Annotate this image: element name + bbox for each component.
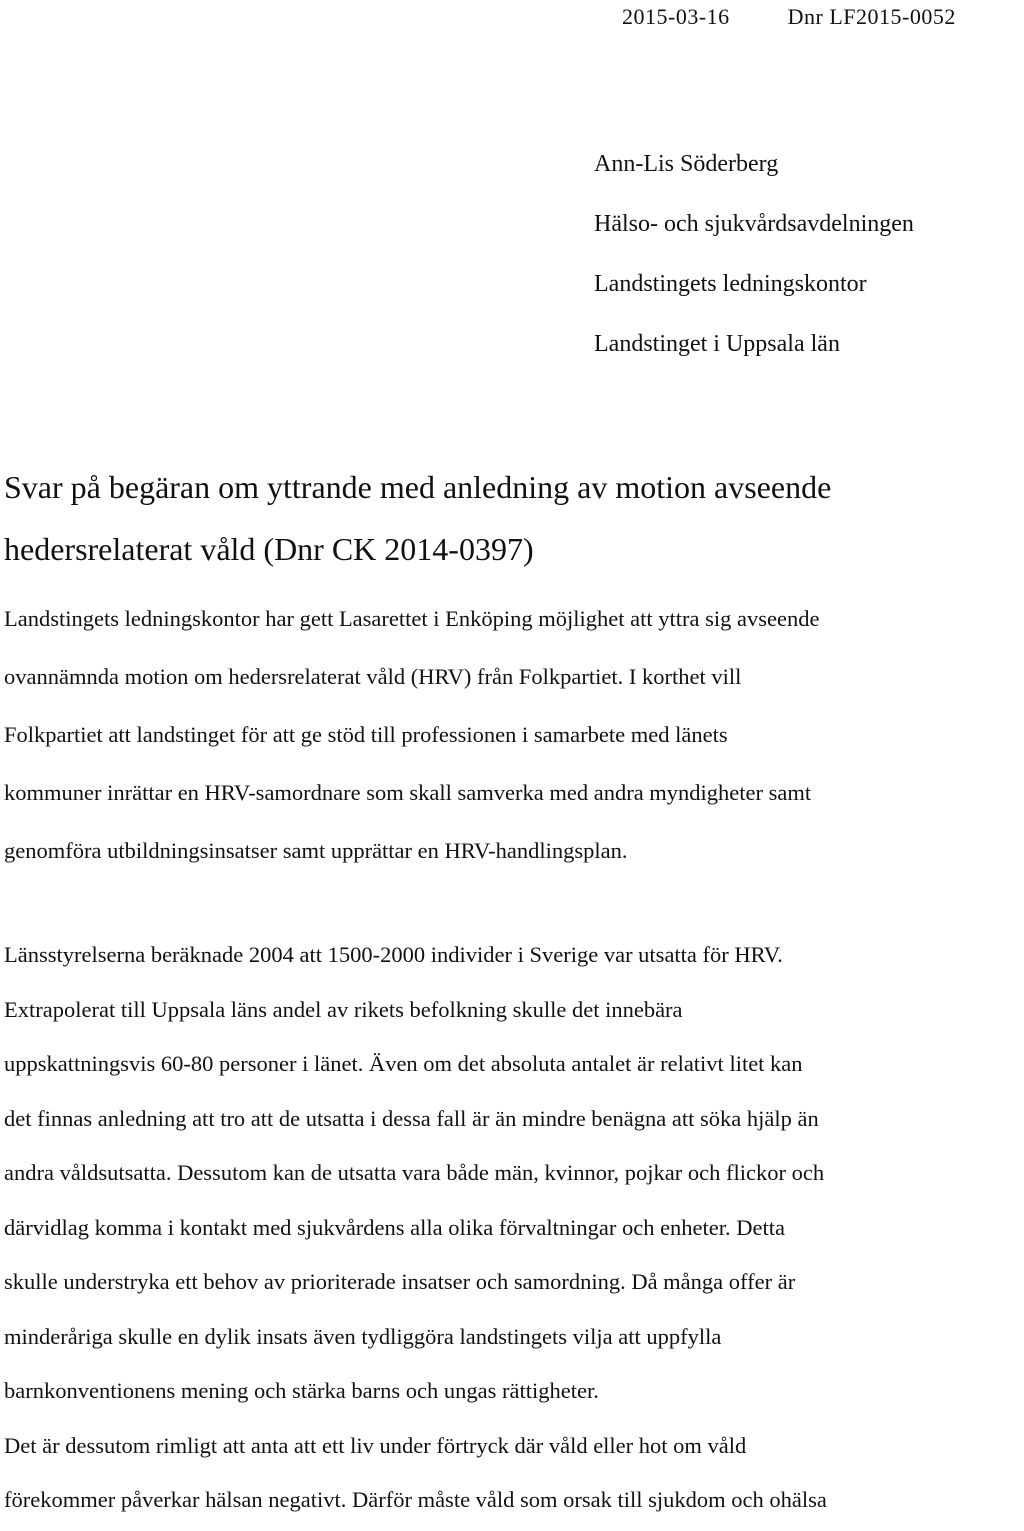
recipient-organization: Landstinget i Uppsala län [594, 331, 840, 357]
text-line: Folkpartiet att landstinget för att ge stöd till professionen i samarbete med länets [4, 722, 728, 747]
paragraph-intro [4, 590, 819, 880]
text-line: kommuner inrättar en HRV-samordnare som skall samverka med andra myndigheter samt [4, 780, 812, 805]
text-line: förekommer påverkar hälsan negativt. Därför måste våld som orsak till sjukdom och ohälsa [4, 1487, 827, 1512]
paragraph-statistics [4, 928, 827, 1528]
text-line: uppskattningsvis 60-80 personer i länet. Även om det absoluta antalet är relativt litet kan [4, 1051, 803, 1076]
document-header [622, 4, 956, 30]
recipient-department: Hälso- och sjukvårdsavdelningen [594, 211, 914, 237]
text-line: Det är dessutom rimligt att anta att ett liv under förtryck där våld eller hot om våld [4, 1432, 747, 1458]
document-date: 2015-03-16 [622, 4, 730, 29]
text-line: genomföra utbildningsinsatser samt upprättar en HRV-handlingsplan. [4, 838, 628, 863]
text-line: minderåriga skulle en dylik insats även tydliggöra landstingets vilja att uppfylla [4, 1323, 722, 1349]
recipient-name: Ann-Lis Söderberg [594, 151, 779, 177]
title-line: hedersrelaterat våld (Dnr CK 2014-0397) [4, 531, 534, 567]
document-title [4, 456, 831, 580]
text-line: Länsstyrelserna beräknade 2004 att 1500-2000 individer i Sverige var utsatta för HRV. [4, 942, 783, 967]
text-line: andra våldsutsatta. Dessutom kan de utsatta vara både män, kvinnor, pojkar och flickor och [4, 1160, 825, 1185]
text-line: därvidlag komma i kontakt med sjukvårdens alla olika förvaltningar och enheter. Detta [4, 1214, 786, 1240]
text-line: det finnas anledning att tro att de utsatta i dessa fall är än mindre benägna att söka hjälp än [4, 1105, 819, 1131]
recipient-address [594, 134, 914, 374]
text-line: barnkonventionens mening och stärka barns och ungas rättigheter. [4, 1378, 599, 1403]
recipient-office: Landstingets ledningskontor [594, 271, 867, 297]
text-line: Landstingets ledningskontor har gett Lasarettet i Enköping möjlighet att yttra sig avseende [4, 606, 820, 631]
text-line: skulle understryka ett behov av prioriterade insatser och samordning. Då många offer är [4, 1269, 796, 1294]
text-line: Extrapolerat till Uppsala läns andel av rikets befolkning skulle det innebära [4, 996, 683, 1022]
document-reference-number: Dnr LF2015-0052 [787, 4, 956, 29]
title-line: Svar på begäran om yttrande med anledning av motion avseende [4, 469, 832, 505]
text-line: ovannämnda motion om hedersrelaterat våld (HRV) från Folkpartiet. I korthet vill [4, 664, 742, 689]
